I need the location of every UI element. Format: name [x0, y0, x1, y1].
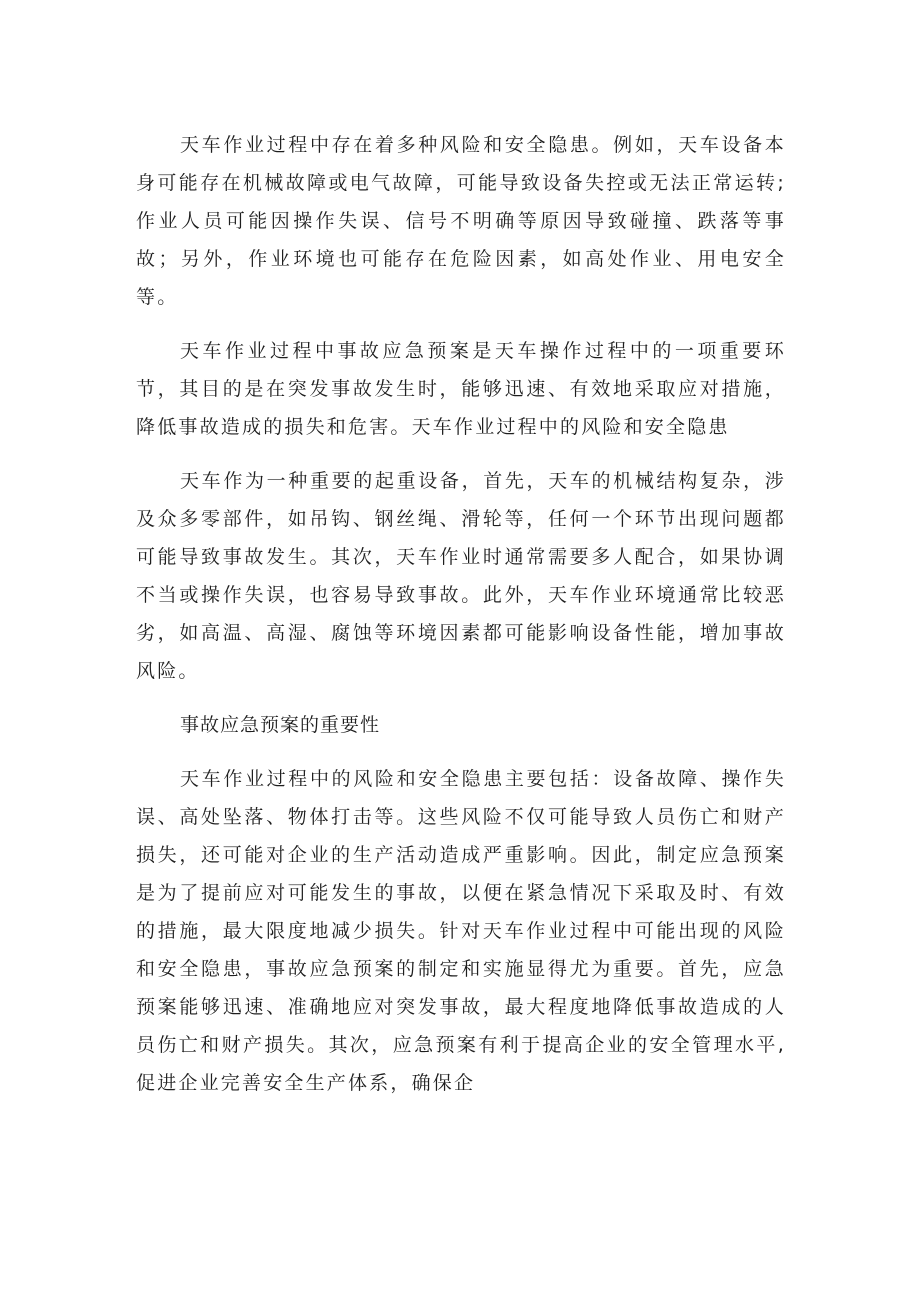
section-heading: 事故应急预案的重要性	[180, 714, 381, 736]
paragraph-risks: 天车作业过程中存在着多种风险和安全隐患。例如，天车设备本身可能存在机械故障或电气故障，可能导致设备失控或无法正常运转;作业人员可能因操作失误、信号不明确等原因导致碰撞、跌落等事故；另外，作业环境也可能存在危险因素，如高处作业、用电安全等。	[136, 134, 786, 308]
paragraph-crane-equipment: 天车作为一种重要的起重设备，首先，天车的机械结构复杂，涉及众多零部件，如吊钩、钢丝绳、滑轮等，任何一个环节出现问题都可能导致事故发生。其次，天车作业时通常需要多人配合，如果协调不当或操作失误，也容易导致事故。此外，天车作业环境通常比较恶劣，如高温、高湿、腐蚀等环境因素都可能影响设备性能，增加事故风险。	[136, 470, 786, 682]
document-body	[136, 126, 786, 1118]
paragraph-emergency-plan: 天车作业过程中事故应急预案是天车操作过程中的一项重要环节，其目的是在突发事故发生时，能够迅速、有效地采取应对措施，降低事故造成的损失和危害。天车作业过程中的风险和安全隐患	[136, 340, 786, 438]
paragraph-importance: 天车作业过程中的风险和安全隐患主要包括：设备故障、操作失误、高处坠落、物体打击等。这些风险不仅可能导致人员伤亡和财产损失，还可能对企业的生产活动造成严重影响。因此，制定应急预案是为了提前应对可能发生的事故，以便在紧急情况下采取及时、有效的措施，最大限度地减少损失。针对天车作业过程中可能出现的风险和安全隐患，事故应急预案的制定和实施显得尤为重要。首先，应急预案能够迅速、准确地应对突发事故，最大程度地降低事故造成的人员伤亡和财产损失。其次，应急预案有利于提高企业的安全管理水平,促进企业完善安全生产体系，确保企	[136, 768, 786, 1094]
